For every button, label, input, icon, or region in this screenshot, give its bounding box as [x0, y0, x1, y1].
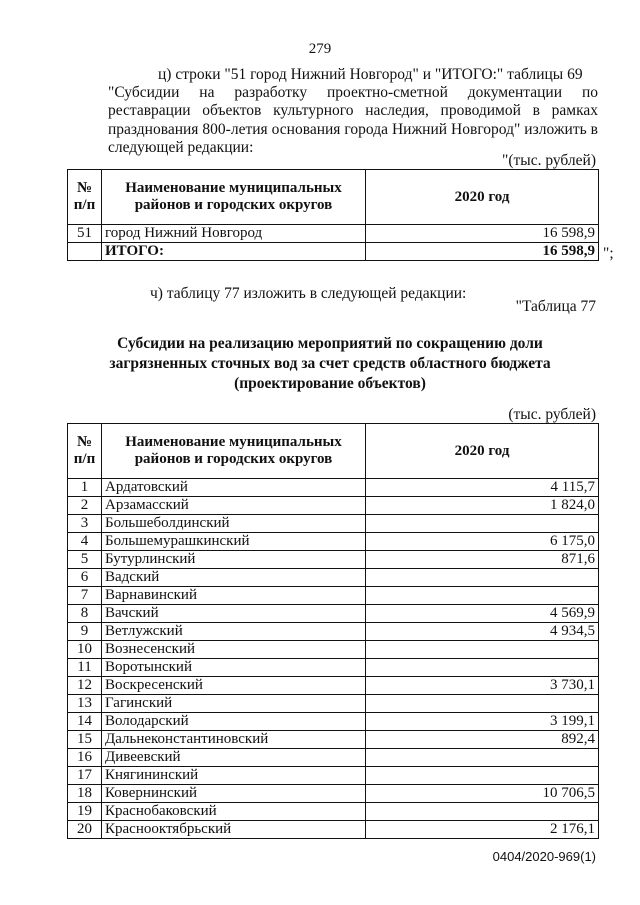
row-name: Большеболдинский: [102, 515, 366, 533]
table1-header-row: [68, 170, 599, 225]
row-num: 20: [68, 821, 102, 839]
header-year: 2020 год: [366, 170, 599, 225]
table-row: [68, 533, 599, 551]
row-num: 10: [68, 641, 102, 659]
row-value: 10 706,5: [366, 785, 599, 803]
row-num: [68, 243, 102, 261]
table-row: [68, 587, 599, 605]
row-value: 6 175,0: [366, 533, 599, 551]
row-value: 871,6: [366, 551, 599, 569]
row-value: 3 730,1: [366, 677, 599, 695]
table1-closing-quote: ";: [603, 245, 614, 262]
table-row: [68, 695, 599, 713]
row-name: Ардатовский: [102, 479, 366, 497]
row-name: Большемурашкинский: [102, 533, 366, 551]
paragraph-ch: ч) таблицу 77 изложить в следующей редакции:: [150, 285, 467, 302]
title-line-2: загрязненных сточных вод за счет средств областного бюджета: [109, 355, 551, 372]
header-num: № п/п: [68, 424, 102, 479]
row-value: [366, 587, 599, 605]
table-row: [68, 803, 599, 821]
header-year: 2020 год: [366, 424, 599, 479]
header-name: Наименование муниципальных районов и городских округов: [102, 170, 366, 225]
row-name: Краснооктябрьский: [102, 821, 366, 839]
row-num: 4: [68, 533, 102, 551]
row-num: 14: [68, 713, 102, 731]
row-name: Варнавинский: [102, 587, 366, 605]
row-name: Вадский: [102, 569, 366, 587]
row-value: 4 115,7: [366, 479, 599, 497]
table-row: [68, 569, 599, 587]
row-value: [366, 569, 599, 587]
table-row: [68, 785, 599, 803]
row-name: Княгининский: [102, 767, 366, 785]
row-num: 51: [68, 225, 102, 243]
row-value: [366, 767, 599, 785]
row-value: 892,4: [366, 731, 599, 749]
row-name: город Нижний Новгород: [102, 225, 366, 243]
row-num: 15: [68, 731, 102, 749]
row-num: 3: [68, 515, 102, 533]
row-num: 7: [68, 587, 102, 605]
table-row-total: [68, 243, 599, 261]
row-name: Бутурлинский: [102, 551, 366, 569]
row-value: 4 569,9: [366, 605, 599, 623]
row-value: [366, 749, 599, 767]
row-value: [366, 641, 599, 659]
table-row: [68, 713, 599, 731]
row-value: [366, 803, 599, 821]
row-name: Ветлужский: [102, 623, 366, 641]
row-num: 17: [68, 767, 102, 785]
table-69-excerpt: [67, 169, 599, 261]
table-row: [68, 749, 599, 767]
row-name: Володарский: [102, 713, 366, 731]
row-name: Ковернинский: [102, 785, 366, 803]
row-name: Краснобаковский: [102, 803, 366, 821]
row-value: [366, 659, 599, 677]
row-name: ИТОГО:: [102, 243, 366, 261]
row-name: Дальнеконстантиновский: [102, 731, 366, 749]
table-row: [68, 225, 599, 243]
table-row: [68, 605, 599, 623]
row-value: 3 199,1: [366, 713, 599, 731]
document-code: 0404/2020-969(1): [492, 849, 596, 864]
row-name: Дивеевский: [102, 749, 366, 767]
row-name: Арзамасский: [102, 497, 366, 515]
row-name: Вознесенский: [102, 641, 366, 659]
table-row: [68, 641, 599, 659]
row-num: 13: [68, 695, 102, 713]
row-value: [366, 695, 599, 713]
row-num: 6: [68, 569, 102, 587]
row-value: 1 824,0: [366, 497, 599, 515]
row-name: Гагинский: [102, 695, 366, 713]
table-row: [68, 515, 599, 533]
table-row: [68, 551, 599, 569]
table-77: [67, 423, 599, 839]
row-num: 19: [68, 803, 102, 821]
table-row: [68, 731, 599, 749]
table-row: [68, 659, 599, 677]
table-77-label: "Таблица 77: [515, 298, 596, 315]
row-name: Воскресенский: [102, 677, 366, 695]
row-num: 18: [68, 785, 102, 803]
table-row: [68, 821, 599, 839]
table2-unit: (тыс. рублей): [508, 406, 596, 423]
title-line-3: (проектирование объектов): [234, 375, 426, 392]
table-row: [68, 677, 599, 695]
table-title: [60, 334, 600, 394]
table-row: [68, 497, 599, 515]
row-num: 5: [68, 551, 102, 569]
row-num: 8: [68, 605, 102, 623]
row-num: 9: [68, 623, 102, 641]
table2-header-row: [68, 424, 599, 479]
row-num: 11: [68, 659, 102, 677]
header-num: № п/п: [68, 170, 102, 225]
row-value: 16 598,9: [366, 225, 599, 243]
table-row: [68, 623, 599, 641]
row-value: 2 176,1: [366, 821, 599, 839]
intro-line-1: ц) строки "51 город Нижний Новгород" и "ИТОГО:" таблицы 69: [158, 66, 583, 83]
table1-unit: "(тыс. рублей): [502, 152, 596, 169]
table-row: [68, 767, 599, 785]
row-num: 16: [68, 749, 102, 767]
table-row: [68, 479, 599, 497]
row-name: Вачский: [102, 605, 366, 623]
row-num: 1: [68, 479, 102, 497]
row-num: 12: [68, 677, 102, 695]
row-name: Воротынский: [102, 659, 366, 677]
title-line-1: Субсидии на реализацию мероприятий по сокращению доли: [117, 335, 543, 352]
row-num: 2: [68, 497, 102, 515]
row-value: 4 934,5: [366, 623, 599, 641]
header-name: Наименование муниципальных районов и городских округов: [102, 424, 366, 479]
row-value: 16 598,9: [366, 243, 599, 261]
intro-paragraph: [108, 66, 598, 157]
page-number: 279: [308, 41, 332, 57]
intro-rest: "Субсидии на разработку проектно-сметной документации по реставрации объектов культурного наследия, проводимой в рамках празднования 800-летия основания города Нижний Новгород" изложить в следующей редакции:: [108, 84, 598, 156]
row-value: [366, 515, 599, 533]
